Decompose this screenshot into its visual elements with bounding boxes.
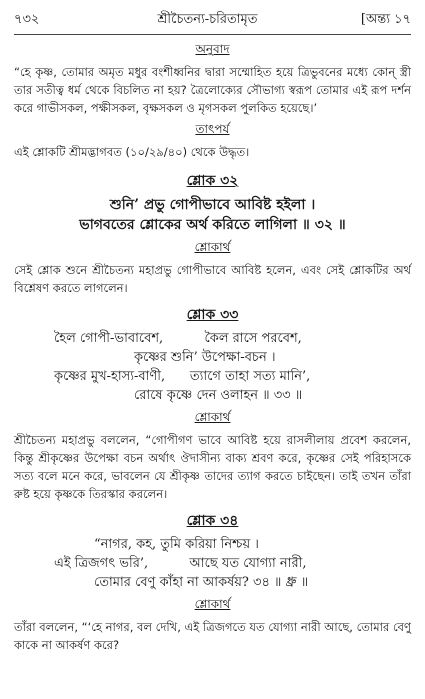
anubad-heading: অনুবাদ	[195, 42, 230, 56]
page-number: ৭৩২	[14, 12, 40, 27]
chapter-marker: [অন্ত্য ১৭	[360, 12, 411, 27]
shloka33-line-4: রোষে কৃষ্ণে দেন ওলাহন ॥ ৩৩ ॥	[134, 388, 303, 403]
book-title: শ্রীচৈতন্য-চরিতামৃত	[157, 12, 258, 27]
shloka32-line-2: ভাগবতের শ্লোকের অর্থ করিতে লাগিলা ॥ ৩২ ॥	[79, 217, 346, 233]
shlokartha33-heading: শ্লোকার্থ	[194, 410, 231, 424]
shlokartha34-paragraph: তাঁরা বললেন, “‘হে নাগর, বল দেখি, এই ত্রিজগতে যত যোগ্যা নারী আছে, তোমার বেণু কাকে না আকর্ষণ করে?	[14, 620, 411, 652]
shloka34-line-1: “নাগর, কহ, তুমি করিয়া নিশ্চয় ।	[94, 537, 259, 552]
shloka33-heading: শ্লোক ৩৩	[186, 307, 239, 323]
shlokartha34-heading: শ্লোকার্থ	[194, 597, 231, 611]
tatparya-paragraph: এই শ্লোকটি শ্রীমদ্ভাগবত (১০/২৯/৪০) থেকে উদ্ধৃত।	[14, 145, 250, 159]
page-header	[14, 10, 411, 35]
shlokartha32-paragraph: সেই শ্লোক শুনে শ্রীচৈতন্য মহাপ্রভু গোপীভাবে আবিষ্ট হলেন, এবং সেই শ্লোকটির অর্থ বিশ্লেষণ করতে লাগলেন।	[14, 263, 411, 295]
shlokartha32-heading: শ্লোকার্থ	[194, 240, 231, 254]
shloka33-line-2: কৃষ্ণের শুনি’ উপেক্ষা-বচন ।	[134, 350, 276, 365]
shloka34-line-2: এই ত্রিজগৎ ভরি’, আছে যত যোগ্যা নারী,	[54, 556, 307, 571]
shloka32-line-1: শুনি’ প্রভু গোপীভাবে আবিষ্ট হইলা ।	[109, 197, 316, 213]
shloka33-line-1: হৈল গোপী-ভাবাবেশ, কৈল রাসে পরবেশ,	[54, 331, 302, 346]
shloka34-heading: শ্লোক ৩৪	[186, 513, 239, 529]
shloka34-line-3: তোমার বেণু কাঁহা না আকর্ষয়? ৩৪ ॥ ধ্রু ॥	[94, 575, 309, 590]
anubad-paragraph: “হে কৃষ্ণ, তোমার অমৃত মধুর বংশীধ্বনির দ্বারা সম্মোহিত হয়ে ত্রিভুবনের মধ্যে কোন্ স্ত্রী তার সতীত্ব ধর্ম থেকে বিচলিত না হয়? ত্রৈলোক্যের সৌভাগ্য স্বরূপ তোমার এই রূপ দর্শন করে গাভীসকল, পক্ষীসকল, বৃক্ষসকল ও মৃগসকল পুলকিত হয়েছে।’	[14, 65, 411, 115]
tatparya-heading: তাৎপর্য	[195, 122, 230, 136]
shloka32-heading: শ্লোক ৩২	[186, 173, 239, 189]
shlokartha33-paragraph: শ্রীচৈতন্য মহাপ্রভু বললেন, “গোপীগণ ভাবে আবিষ্ট হয়ে রাসলীলায় প্রবেশ করলেন, কিন্তু শ্রীকৃষ্ণের উপেক্ষা বচন অর্থাৎ ঔদাসীন্য বাক্য শ্রবণ করে, কৃষ্ণের সেই পরিহাসকে সত্য বলে মনে করে, ভাবলেন যে শ্রীকৃষ্ণ তাদের ত্যাগ করতে চাইছেন। তাই তখন তাঁরা রুষ্ট হয়ে কৃষ্ণকে তিরস্কার করলেন।	[14, 433, 411, 501]
shloka33-line-3: কৃষ্ণের মুখ-হাস্য-বাণী, ত্যাগে তাহা সত্য মানি’,	[54, 369, 311, 384]
